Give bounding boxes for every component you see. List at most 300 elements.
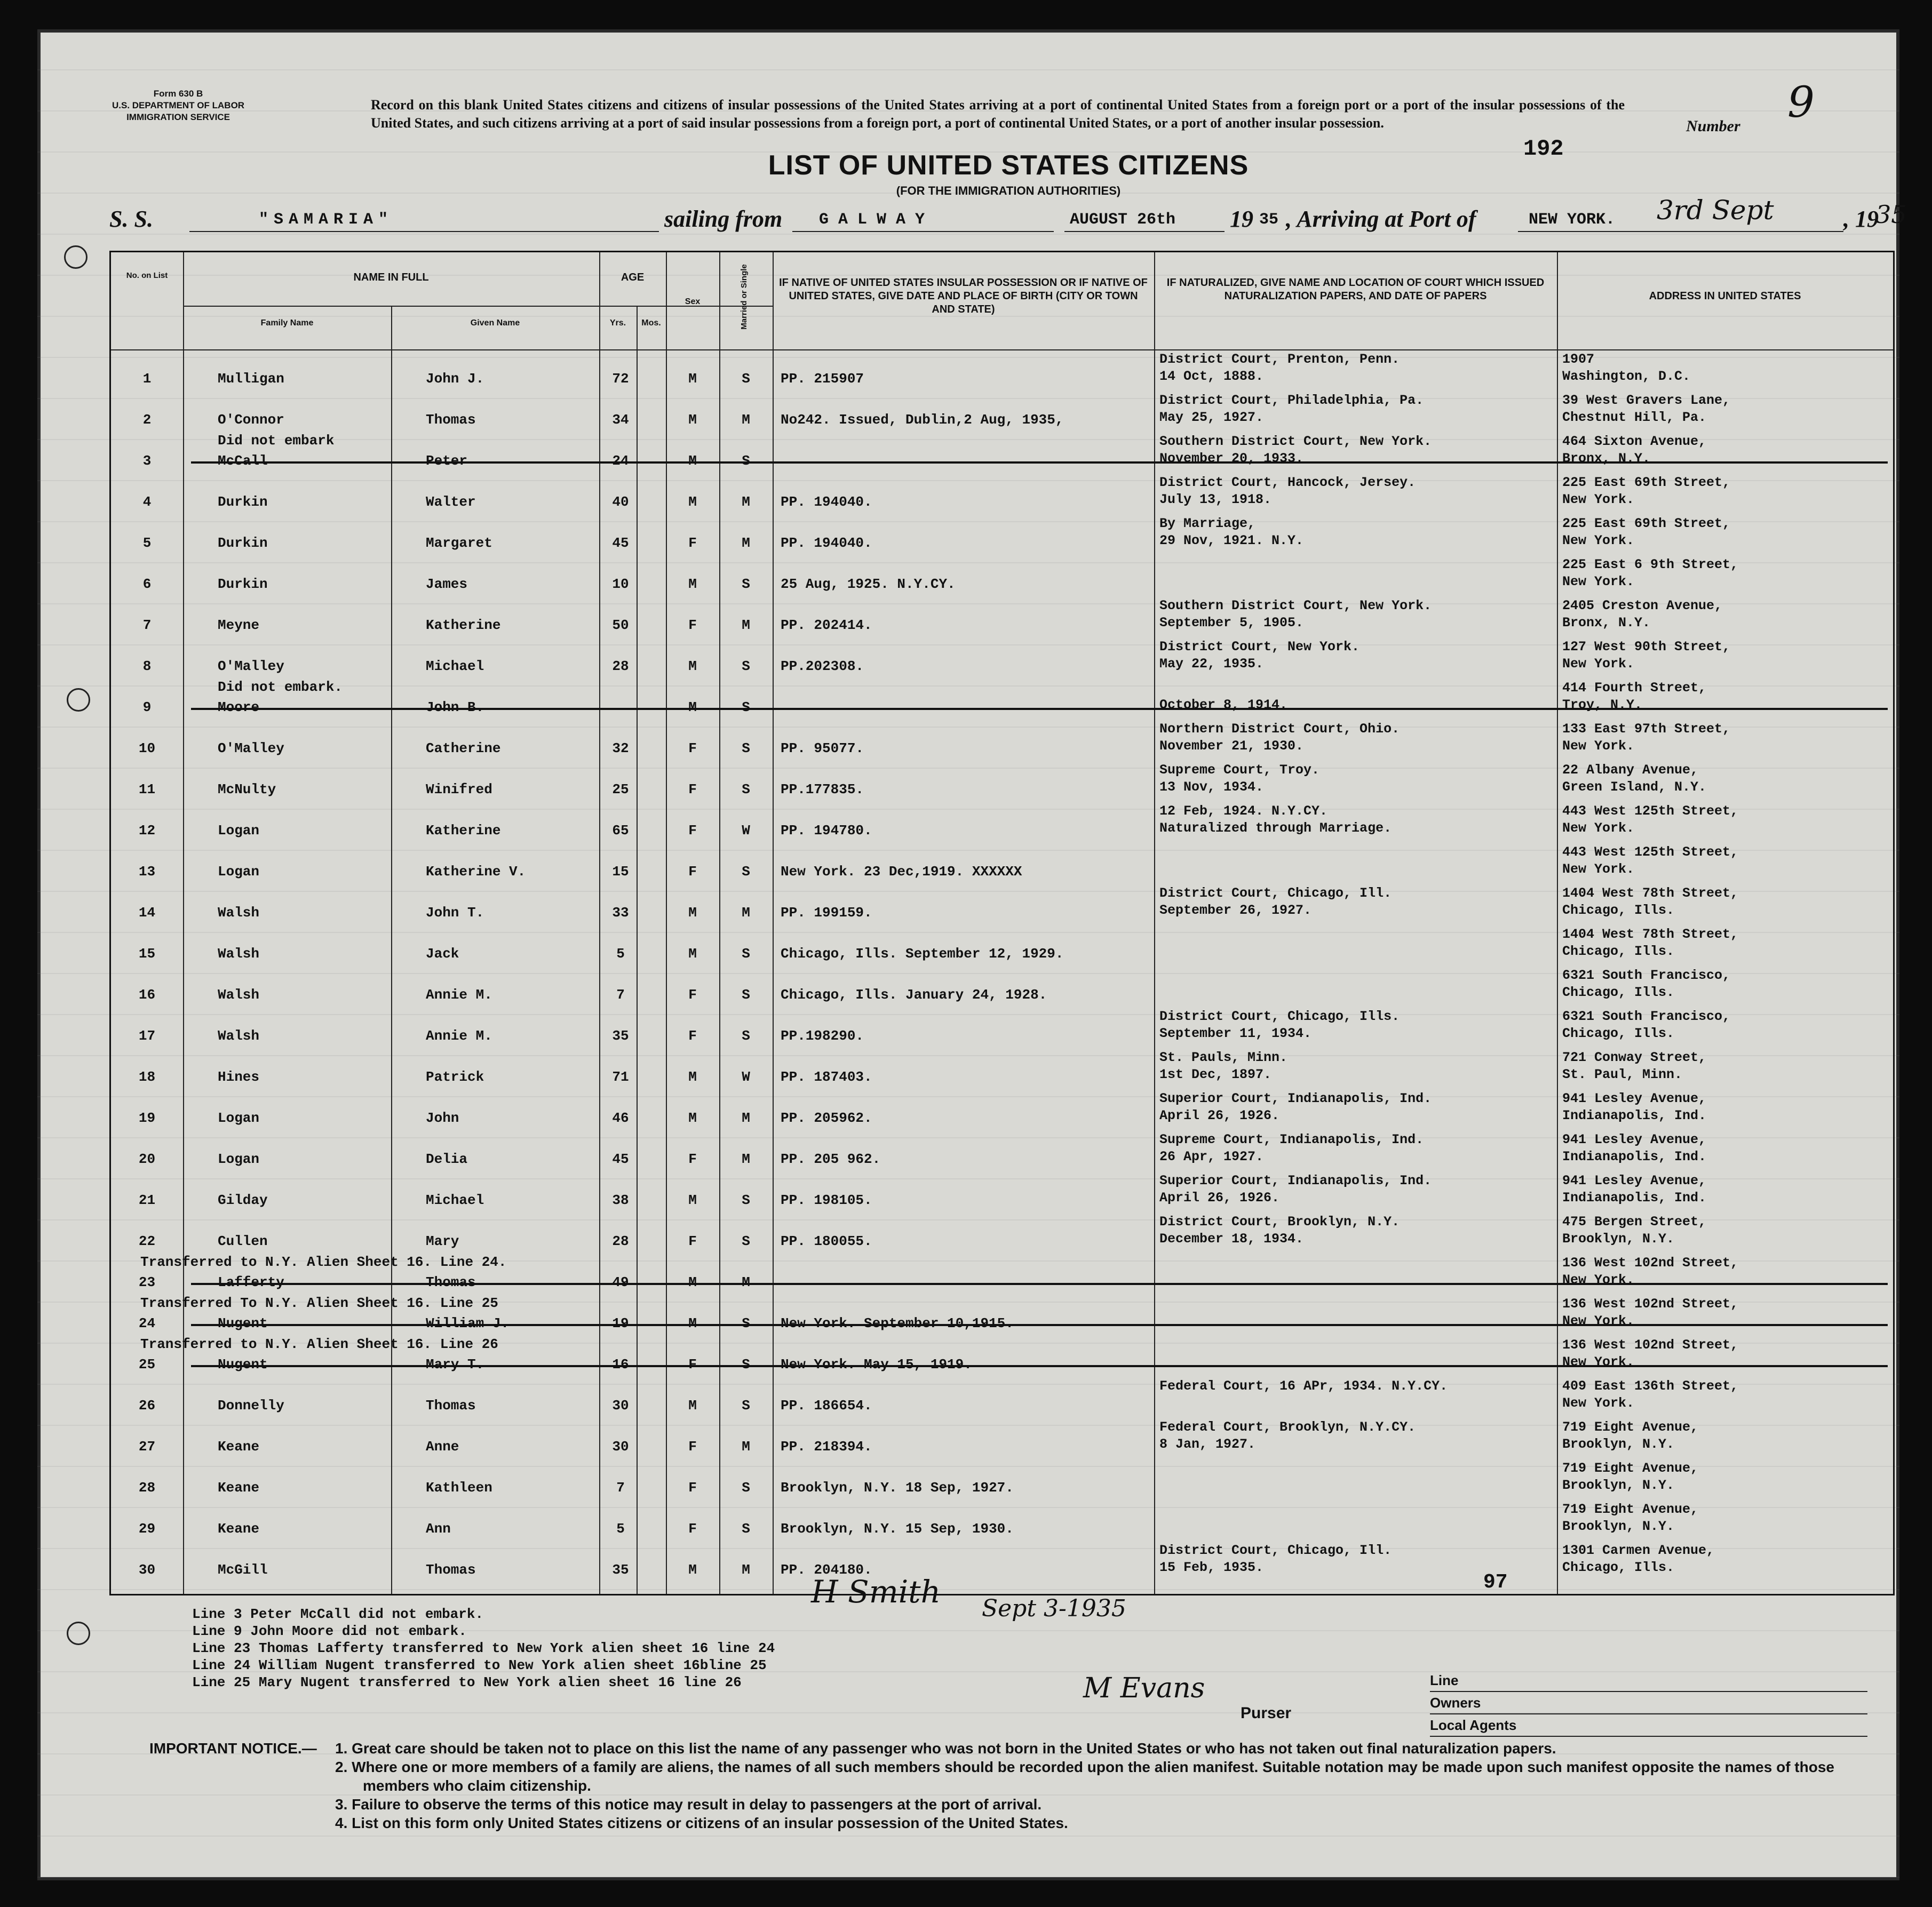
cell-yrs: 33 [612, 905, 629, 921]
row-note: Did not embark. [218, 679, 343, 695]
cell-yrs: 35 [612, 1562, 629, 1578]
cell-yrs: 25 [612, 781, 629, 797]
cell-ms: S [742, 1233, 750, 1249]
cell-ms: S [742, 658, 750, 674]
cell-sex: F [688, 1028, 697, 1044]
header-age: AGE [621, 272, 645, 283]
cell-given: John T. [426, 905, 484, 921]
table-row [111, 842, 1893, 883]
cell-family: Walsh [218, 987, 260, 1003]
cell-sex: M [688, 905, 697, 921]
cell-no: 13 [138, 864, 156, 880]
cell-given: Annie M. [426, 987, 492, 1003]
cell-no: 29 [138, 1521, 156, 1537]
cell-given: John J. [426, 371, 484, 387]
cell-no: 24 [138, 1315, 156, 1331]
table-row [111, 1048, 1893, 1089]
cell-family: Keane [218, 1521, 260, 1537]
cell-yrs: 71 [612, 1069, 629, 1085]
cell-given: Thomas [426, 412, 476, 428]
cell-addr1: 464 Sixton Avenue, [1562, 434, 1707, 449]
field-owners: Owners [1430, 1692, 1867, 1714]
right-fields [1430, 1670, 1867, 1737]
cell-given: Thomas [426, 1398, 476, 1414]
cell-given: Mary [426, 1233, 459, 1249]
sail-date: AUGUST 26th [1070, 211, 1176, 229]
cell-sex: M [688, 576, 697, 592]
header-no-on-list: No. on List [126, 271, 168, 280]
cell-family: Keane [218, 1439, 260, 1455]
cell-given: James [426, 576, 468, 592]
cell-birth: PP. 199159. [781, 905, 872, 921]
cell-given: Michael [426, 1192, 484, 1208]
form-number: Form 630 B [153, 89, 203, 99]
cell-ms: S [742, 1192, 750, 1208]
table-row [111, 801, 1893, 842]
cell-given: Delia [426, 1151, 468, 1167]
year-prefix: 19 [1230, 206, 1253, 232]
page-subtitle: (FOR THE IMMIGRATION AUTHORITIES) [896, 184, 1121, 197]
cell-sex: M [688, 699, 697, 715]
table-row [111, 1130, 1893, 1171]
header-given-name: Given Name [470, 318, 520, 328]
cell-yrs: 5 [616, 1521, 625, 1537]
cell-given: Peter [426, 453, 468, 469]
signature-purser: M Evans [1083, 1672, 1205, 1704]
cell-addr1: 2405 Creston Avenue, [1562, 598, 1723, 613]
cell-addr1: 1404 West 78th Street, [1562, 927, 1739, 942]
cell-no: 14 [138, 905, 156, 921]
cell-sex: M [688, 1315, 697, 1331]
cell-nat1: By Marriage, [1159, 516, 1256, 531]
cell-ms: M [742, 494, 750, 510]
cell-addr2: New York. [1562, 1313, 1635, 1329]
cell-family: O'Malley [218, 740, 284, 756]
cell-ms: W [742, 823, 750, 839]
cell-family: Durkin [218, 576, 268, 592]
cell-family: Moore [218, 699, 260, 715]
cell-nat1: Superior Court, Indianapolis, Ind. [1159, 1091, 1432, 1106]
cell-birth: 25 Aug, 1925. N.Y.CY. [781, 576, 956, 592]
cell-addr2: New York. [1562, 656, 1635, 672]
cell-nat1: District Court, New York. [1159, 639, 1360, 655]
table-row [111, 1294, 1893, 1335]
cell-birth: Chicago, Ills. September 12, 1929. [781, 946, 1064, 962]
punch-hole [67, 1622, 90, 1645]
cell-no: 19 [138, 1110, 156, 1126]
cell-addr2: New York. [1562, 1354, 1635, 1370]
cell-yrs: 28 [612, 658, 629, 674]
cell-addr2: Chicago, Ills. [1562, 1026, 1675, 1041]
table-row [111, 637, 1893, 678]
arrival-year-suffix: 35 [1875, 200, 1907, 229]
cell-nat2: 8 Jan, 1927. [1159, 1437, 1256, 1452]
cell-ms: M [742, 535, 750, 551]
cell-yrs: 40 [612, 494, 629, 510]
form-id [112, 88, 244, 123]
cell-nat1: Supreme Court, Indianapolis, Ind. [1159, 1132, 1424, 1147]
cell-no: 23 [138, 1274, 156, 1290]
signature-smith: H Smith [811, 1574, 941, 1610]
cell-nat2: 26 Apr, 1927. [1159, 1149, 1264, 1164]
header-address: ADDRESS IN UNITED STATES [1649, 290, 1801, 302]
cell-no: 26 [138, 1398, 156, 1414]
field-line: Line [1430, 1670, 1867, 1692]
footnote: Line 25 Mary Nugent transferred to New York alien sheet 16 line 26 [192, 1674, 742, 1690]
cell-no: 27 [138, 1439, 156, 1455]
manifest-sheet [37, 29, 1907, 1880]
cell-addr2: New York. [1562, 533, 1635, 548]
cell-birth: Brooklyn, N.Y. 15 Sep, 1930. [781, 1521, 1014, 1537]
cell-given: John B. [426, 699, 484, 715]
cell-birth: PP. 215907 [781, 371, 864, 387]
cell-nat2: July 13, 1918. [1159, 492, 1272, 507]
cell-birth: PP.198290. [781, 1028, 864, 1044]
table-row [111, 596, 1893, 637]
cell-ms: M [742, 1562, 750, 1578]
row-note: Did not embark [218, 433, 335, 449]
arriving-label: , Arriving at Port of [1286, 206, 1476, 232]
cell-family: Hines [218, 1069, 260, 1085]
header-sex: Sex [685, 297, 701, 306]
cell-no: 5 [142, 535, 152, 551]
cell-addr1: 719 Eight Avenue, [1562, 1502, 1699, 1517]
notice-item: 3. Failure to observe the terms of this notice may result in delay to passengers at the port of arrival. [335, 1796, 1042, 1813]
cell-no: 2 [142, 412, 152, 428]
cell-ms: S [742, 781, 750, 797]
cell-addr2: New York. [1562, 574, 1635, 589]
form-dept: U.S. DEPARTMENT OF LABOR [112, 100, 245, 110]
cell-sex: F [688, 864, 697, 880]
cell-birth: PP. 180055. [781, 1233, 872, 1249]
cell-addr1: 941 Lesley Avenue, [1562, 1091, 1707, 1106]
cell-sex: F [688, 781, 697, 797]
cell-ms: S [742, 1315, 750, 1331]
cell-yrs: 19 [612, 1315, 629, 1331]
cell-birth: No242. Issued, Dublin,2 Aug, 1935, [781, 412, 1064, 428]
cell-given: Annie M. [426, 1028, 492, 1044]
cell-addr1: 721 Conway Street, [1562, 1050, 1707, 1065]
table-row [111, 1417, 1893, 1458]
cell-nat2: May 25, 1927. [1159, 410, 1264, 425]
footnote: Line 23 Thomas Lafferty transferred to New York alien sheet 16 line 24 [192, 1640, 775, 1656]
cell-birth: New York. September 10,1915. [781, 1315, 1014, 1331]
strike-line [191, 1365, 1888, 1367]
cell-family: Meyne [218, 617, 260, 633]
cell-ms: M [742, 1151, 750, 1167]
cell-family: Durkin [218, 535, 268, 551]
field-local-agents: Local Agents [1430, 1714, 1867, 1737]
sailing-label: sailing from [664, 206, 783, 232]
cell-sex: F [688, 1357, 697, 1373]
cell-addr1: 719 Eight Avenue, [1562, 1419, 1699, 1435]
cell-addr2: Bronx, N.Y. [1562, 451, 1651, 466]
cell-addr2: Brooklyn, N.Y. [1562, 1519, 1675, 1534]
cell-addr2: Washington, D.C. [1562, 369, 1691, 384]
counter: 97 [1483, 1571, 1508, 1594]
cell-given: Michael [426, 658, 484, 674]
cell-addr2: Brooklyn, N.Y. [1562, 1437, 1675, 1452]
cell-addr2: Indianapolis, Ind. [1562, 1149, 1707, 1164]
cell-given: William J. [426, 1315, 510, 1331]
cell-sex: F [688, 1480, 697, 1496]
cell-addr2: New York. [1562, 738, 1635, 754]
cell-nat1: St. Pauls, Minn. [1159, 1050, 1288, 1065]
header-birth: IF NATIVE OF UNITED STATES INSULAR POSSESSION OR IF NATIVE OF UNITED STATES, GIVE DATE AND PLACE OF BIRTH (CITY OR TOWN AND STATE) [779, 277, 1148, 315]
cell-nat2: November 20, 1933. [1159, 451, 1304, 466]
cell-addr2: Chestnut Hill, Pa. [1562, 410, 1707, 425]
intro-text: Record on this blank United States citizens and citizens of insular possessions of the United States arriving at a port of continental United States from a foreign port or a port of the insular possessions of the United States, and such citizens arriving at a port of said insular possessions from a foreign port, a port of continental United States, or a port of another insular possession. [371, 97, 1625, 131]
cell-no: 1 [142, 371, 152, 387]
cell-birth: Brooklyn, N.Y. 18 Sep, 1927. [781, 1480, 1014, 1496]
cell-yrs: 24 [612, 453, 629, 469]
cell-addr1: 409 East 136th Street, [1562, 1378, 1739, 1394]
cell-ms: M [742, 412, 750, 428]
cell-family: Mulligan [218, 371, 284, 387]
cell-addr1: 225 East 6 9th Street, [1562, 557, 1739, 572]
cell-nat1: Federal Court, Brooklyn, N.Y.CY. [1159, 1419, 1416, 1435]
cell-no: 3 [142, 453, 152, 469]
table-row [111, 473, 1893, 514]
table-row [111, 1171, 1893, 1212]
cell-nat1: Southern District Court, New York. [1159, 434, 1432, 449]
cell-nat1: Southern District Court, New York. [1159, 598, 1432, 613]
table-row [111, 1007, 1893, 1048]
cell-given: Margaret [426, 535, 492, 551]
cell-birth: PP. 198105. [781, 1192, 872, 1208]
notice-heading: IMPORTANT NOTICE.— [149, 1740, 317, 1757]
header-naturalization: IF NATURALIZED, GIVE NAME AND LOCATION OF COURT WHICH ISSUED NATURALIZATION PAPERS, AND DATE OF PAPERS [1166, 277, 1545, 302]
cell-yrs: 32 [612, 740, 629, 756]
cell-given: Ann [426, 1521, 451, 1537]
cell-nat1: District Court, Chicago, Ills. [1159, 1009, 1400, 1024]
cell-no: 11 [138, 781, 156, 797]
table-row [111, 678, 1893, 719]
cell-no: 30 [138, 1562, 156, 1578]
cell-birth: PP. 194040. [781, 494, 872, 510]
table-row [111, 1335, 1893, 1376]
cell-addr1: 39 West Gravers Lane, [1562, 393, 1731, 408]
cell-addr1: 941 Lesley Avenue, [1562, 1132, 1707, 1147]
cell-addr2: St. Paul, Minn. [1562, 1067, 1683, 1082]
cell-ms: S [742, 453, 750, 469]
strike-line [191, 708, 1888, 710]
table-row [111, 883, 1893, 924]
stamp-date: Sept 3-1935 [982, 1595, 1126, 1622]
cell-given: Katherine V. [426, 864, 526, 880]
cell-yrs: 30 [612, 1398, 629, 1414]
cell-ms: S [742, 864, 750, 880]
cell-nat1: District Court, Chicago, Ill. [1159, 885, 1392, 901]
cell-nat2: 29 Nov, 1921. N.Y. [1159, 533, 1304, 548]
cell-given: Catherine [426, 740, 501, 756]
cell-nat2: September 26, 1927. [1159, 903, 1312, 918]
cell-sex: M [688, 1274, 697, 1290]
cell-addr2: New York. [1562, 861, 1635, 877]
header-yrs: Yrs. [609, 318, 626, 328]
cell-addr2: Chicago, Ills. [1562, 1560, 1675, 1575]
cell-no: 22 [138, 1233, 156, 1249]
cell-yrs: 34 [612, 412, 629, 428]
cell-nat2: October 8, 1914. [1159, 697, 1288, 713]
cell-addr1: 136 West 102nd Street, [1562, 1255, 1739, 1271]
cell-yrs: 49 [612, 1274, 629, 1290]
cell-addr1: 225 East 69th Street, [1562, 516, 1731, 531]
cell-birth: PP. 205 962. [781, 1151, 881, 1167]
strike-line [191, 1324, 1888, 1326]
cell-family: Logan [218, 1110, 260, 1126]
cell-addr1: 414 Fourth Street, [1562, 680, 1707, 696]
cell-ms: W [742, 1069, 750, 1085]
cell-given: Anne [426, 1439, 459, 1455]
important-notice [149, 1739, 1878, 1832]
cell-no: 8 [142, 658, 152, 674]
punch-hole [67, 688, 90, 712]
cell-ms: S [742, 1028, 750, 1044]
cell-ms: S [742, 740, 750, 756]
header-name-in-full: NAME IN FULL [353, 272, 429, 283]
cell-family: Logan [218, 864, 260, 880]
year-suffix: 35 [1259, 211, 1279, 229]
cell-sex: F [688, 823, 697, 839]
cell-birth: Chicago, Ills. January 24, 1928. [781, 987, 1047, 1003]
cell-no: 18 [138, 1069, 156, 1085]
cell-ms: S [742, 946, 750, 962]
cell-addr1: 136 West 102nd Street, [1562, 1296, 1739, 1312]
cell-addr2: New York. [1562, 1395, 1635, 1411]
cell-addr1: 941 Lesley Avenue, [1562, 1173, 1707, 1188]
cell-birth: PP. 202414. [781, 617, 872, 633]
cell-no: 4 [142, 494, 152, 510]
notice-item: 4. List on this form only United States citizens or citizens of an insular possession of the United States. [335, 1815, 1068, 1831]
cell-no: 20 [138, 1151, 156, 1167]
cell-ms: S [742, 371, 750, 387]
cell-given: Walter [426, 494, 476, 510]
arrival-date: 3rd Sept [1657, 195, 1774, 226]
cell-nat1: District Court, Brooklyn, N.Y. [1159, 1214, 1400, 1230]
cell-family: Durkin [218, 494, 268, 510]
strike-line [191, 461, 1888, 464]
cell-no: 21 [138, 1192, 156, 1208]
punch-hole [64, 245, 88, 269]
cell-yrs: 7 [616, 987, 625, 1003]
cell-sex: F [688, 1439, 697, 1455]
table-row [111, 966, 1893, 1007]
cell-no: 9 [142, 699, 152, 715]
cell-nat2: 14 Oct, 1888. [1159, 369, 1264, 384]
cell-yrs: 72 [612, 371, 629, 387]
cell-no: 16 [138, 987, 156, 1003]
cell-ms: S [742, 1357, 750, 1373]
cell-family: Cullen [218, 1233, 268, 1249]
cell-addr2: Chicago, Ills. [1562, 944, 1675, 959]
cell-nat2: 13 Nov, 1934. [1159, 779, 1264, 795]
cell-addr2: Indianapolis, Ind. [1562, 1108, 1707, 1123]
cell-addr1: 1404 West 78th Street, [1562, 885, 1739, 901]
table-row [111, 432, 1893, 473]
header-mos: Mos. [641, 318, 661, 328]
cell-ms: M [742, 617, 750, 633]
table-row [111, 1376, 1893, 1417]
cell-yrs: 65 [612, 823, 629, 839]
cell-family: Donnelly [218, 1398, 284, 1414]
cell-given: Jack [426, 946, 459, 962]
cell-birth: PP. 205962. [781, 1110, 872, 1126]
cell-addr1: 6321 South Francisco, [1562, 968, 1731, 983]
cell-addr2: Bronx, N.Y. [1562, 615, 1651, 631]
row-note: Transferred to N.Y. Alien Sheet 16. Line 26 [140, 1336, 498, 1352]
table-row [111, 1089, 1893, 1130]
cell-birth: PP. 218394. [781, 1439, 872, 1455]
table-row [111, 1253, 1893, 1294]
cell-no: 12 [138, 823, 156, 839]
row-note: Transferred To N.Y. Alien Sheet 16. Line 25 [140, 1295, 498, 1311]
number-label: Number [1686, 117, 1740, 135]
cell-nat1: District Court, Hancock, Jersey. [1159, 475, 1416, 490]
cell-sex: F [688, 617, 697, 633]
cell-family: Logan [218, 1151, 260, 1167]
cell-ms: S [742, 987, 750, 1003]
cell-given: Patrick [426, 1069, 484, 1085]
cell-no: 25 [138, 1357, 156, 1373]
cell-yrs: 30 [612, 1439, 629, 1455]
table-row [111, 349, 1893, 390]
cell-yrs: 50 [612, 617, 629, 633]
cell-sex: F [688, 740, 697, 756]
cell-family: O'Malley [218, 658, 284, 674]
cell-ms: S [742, 1480, 750, 1496]
cell-yrs: 28 [612, 1233, 629, 1249]
cell-family: McCall [218, 453, 268, 469]
cell-sex: F [688, 1151, 697, 1167]
cell-family: Walsh [218, 905, 260, 921]
cell-sex: M [688, 1110, 697, 1126]
cell-ms: S [742, 1398, 750, 1414]
cell-sex: M [688, 946, 697, 962]
table-row [111, 1499, 1893, 1541]
cell-sex: M [688, 494, 697, 510]
cell-no: 15 [138, 946, 156, 962]
cell-sex: M [688, 1562, 697, 1578]
cell-sex: F [688, 987, 697, 1003]
ship-name: "SAMARIA" [259, 211, 394, 229]
cell-ms: M [742, 1274, 750, 1290]
cell-birth: PP. 95077. [781, 740, 864, 756]
cell-given: Thomas [426, 1562, 476, 1578]
cell-nat2: Naturalized through Marriage. [1159, 820, 1392, 836]
cell-family: O'Connor [218, 412, 284, 428]
cell-sex: M [688, 371, 697, 387]
row-note: Transferred to N.Y. Alien Sheet 16. Line 24. [140, 1254, 507, 1270]
cell-birth: PP. 186654. [781, 1398, 872, 1414]
page-title: LIST OF UNITED STATES CITIZENS [768, 150, 1249, 181]
cell-ms: M [742, 1439, 750, 1455]
table-row [111, 719, 1893, 760]
cell-family: Logan [218, 823, 260, 839]
ship-line [109, 195, 1907, 237]
cell-yrs: 38 [612, 1192, 629, 1208]
cell-nat1: District Court, Chicago, Ill. [1159, 1543, 1392, 1558]
cell-nat2: September 11, 1934. [1159, 1026, 1312, 1041]
cell-family: Walsh [218, 1028, 260, 1044]
cell-ms: M [742, 905, 750, 921]
cell-addr2: Green Island, N.Y. [1562, 779, 1707, 795]
cell-no: 28 [138, 1480, 156, 1496]
cell-family: Nugent [218, 1357, 268, 1373]
cell-birth: PP. 187403. [781, 1069, 872, 1085]
cell-sex: M [688, 412, 697, 428]
cell-yrs: 15 [612, 864, 629, 880]
